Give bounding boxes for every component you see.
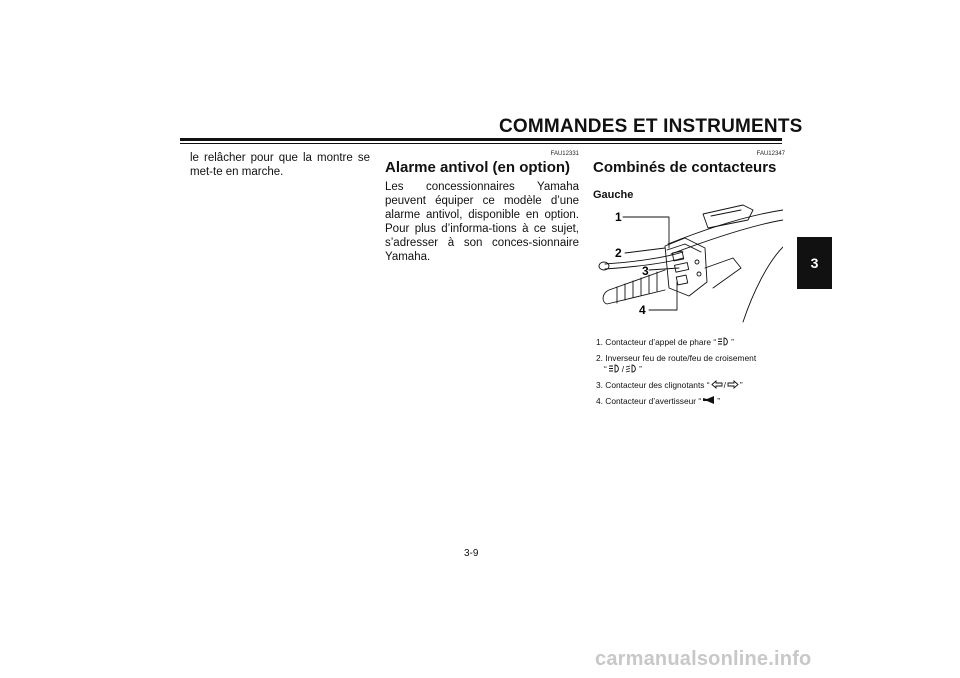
low-beam-icon bbox=[625, 364, 638, 376]
column-1 bbox=[190, 151, 370, 179]
handlebar-switches-illustration bbox=[593, 202, 783, 325]
subsection-title-left: Gauche bbox=[593, 189, 634, 201]
turn-left-icon bbox=[711, 380, 723, 392]
caption-4: 4. Contacteur d’avertisseur “ ” bbox=[596, 396, 720, 407]
column-3 bbox=[593, 151, 785, 202]
caption-3: 3. Contacteur des clignotants “ / ” bbox=[596, 380, 743, 391]
header-rule-thick bbox=[180, 138, 782, 141]
section-title-switches: Combinés de contacteurs bbox=[593, 159, 777, 176]
callout-2: 2 bbox=[615, 246, 622, 260]
alarm-paragraph: Les concessionnaires Yamaha peuvent équiper ce modèle d’une alarme antivol, disponible en option. Pour plus d’informa-tions à ce sujet, s’adresser à son conces-sionnaire Yamaha. bbox=[385, 181, 579, 263]
turn-right-icon bbox=[727, 380, 739, 392]
column-2 bbox=[385, 151, 579, 264]
callout-1: 1 bbox=[615, 210, 622, 224]
section-code: FAU12347 bbox=[756, 151, 785, 157]
chapter-tab[interactable]: 3 bbox=[797, 237, 832, 289]
continued-paragraph: le relâcher pour que la montre se met-te en marche. bbox=[190, 152, 370, 178]
page-number: 3-9 bbox=[464, 548, 479, 559]
header-rule-thin bbox=[180, 143, 782, 144]
figure-captions bbox=[596, 337, 786, 412]
callout-4: 4 bbox=[639, 303, 646, 317]
horn-icon bbox=[702, 396, 716, 408]
caption-1: 1. Contacteur d’appel de phare “ ” bbox=[596, 337, 734, 348]
high-beam-icon bbox=[608, 364, 621, 376]
callout-3: 3 bbox=[642, 264, 649, 278]
watermark: carmanualsonline.info bbox=[595, 648, 812, 670]
caption-2: 2. Inverseur feu de route/feu de croisement “ / ” bbox=[596, 353, 757, 375]
high-beam-icon bbox=[717, 337, 730, 349]
section-code: FAU12331 bbox=[550, 151, 579, 157]
section-title-alarm: Alarme antivol (en option) bbox=[385, 159, 571, 176]
page-header-title: COMMANDES ET INSTRUMENTS bbox=[499, 116, 803, 137]
